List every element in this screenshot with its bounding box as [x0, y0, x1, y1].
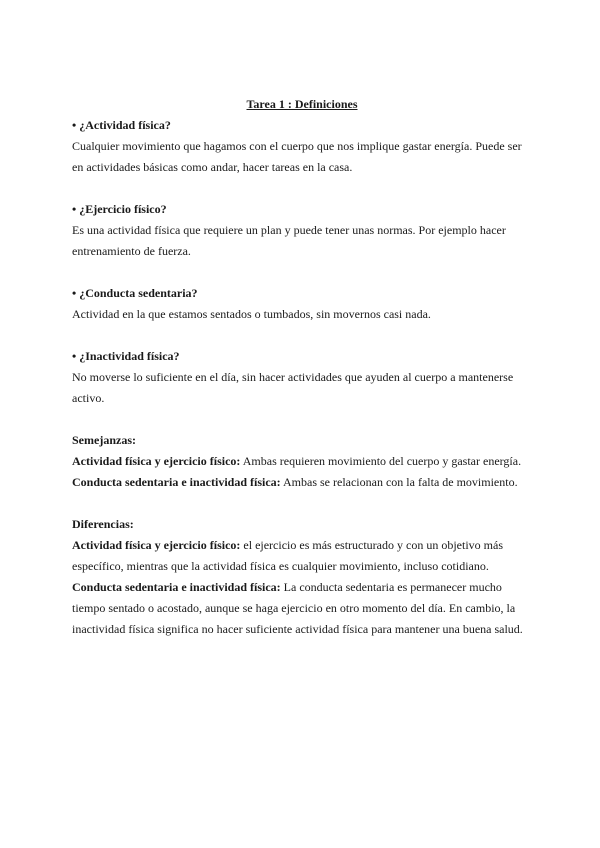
answer-paragraph: No moverse lo suficiente en el día, sin hacer actividades que ayuden al cuerpo a mantenerse activo.	[72, 370, 514, 405]
difference-label: Actividad física y ejercicio físico:	[72, 538, 241, 552]
differences-heading: Diferencias:	[72, 517, 134, 531]
question-heading: • ¿Actividad física?	[72, 118, 171, 132]
similarity-label: Conducta sedentaria e inactividad física:	[72, 475, 281, 489]
spacer	[72, 178, 532, 199]
spacer	[72, 325, 532, 346]
similarities-heading: Semejanzas:	[72, 433, 136, 447]
similarity-item	[72, 472, 532, 493]
similarity-item	[72, 451, 532, 472]
answer-paragraph: Cualquier movimiento que hagamos con el cuerpo que nos implique gastar energía. Puede ser en actividades básicas como andar, hacer tareas en la casa.	[72, 139, 522, 174]
similarity-text: Ambas requieren movimiento del cuerpo y gastar energía.	[240, 454, 522, 468]
question-heading: • ¿Conducta sedentaria?	[72, 286, 198, 300]
similarity-label: Actividad física y ejercicio físico:	[72, 454, 241, 468]
answer-paragraph: Actividad en la que estamos sentados o tumbados, sin movernos casi nada.	[72, 307, 431, 321]
difference-item	[72, 535, 532, 577]
difference-text: el ejercicio es más estructurado y con un objetivo más específico, mientras que la actividad física es cualquier movimiento, incluso cotidiano.	[72, 538, 503, 573]
answer-paragraph: Es una actividad física que requiere un plan y puede tener unas normas. Por ejemplo hacer entrenamiento de fuerza.	[72, 223, 506, 258]
difference-item	[72, 577, 532, 640]
question-heading: • ¿Ejercicio físico?	[72, 202, 167, 216]
spacer	[72, 409, 532, 430]
similarity-text: Ambas se relacionan con la falta de movimiento.	[280, 475, 518, 489]
difference-label: Conducta sedentaria e inactividad física:	[72, 580, 281, 594]
page-title: Tarea 1 : Definiciones	[246, 97, 358, 111]
difference-text: La conducta sedentaria es permanecer mucho tiempo sentado o acostado, aunque se haga ejercicio en otro momento del día. En cambio, la inactividad física significa no hacer suficiente actividad física para mantener una buena salud.	[72, 580, 523, 636]
spacer	[72, 493, 532, 514]
question-heading: • ¿Inactividad física?	[72, 349, 180, 363]
document-page	[72, 94, 532, 640]
spacer	[72, 262, 532, 283]
